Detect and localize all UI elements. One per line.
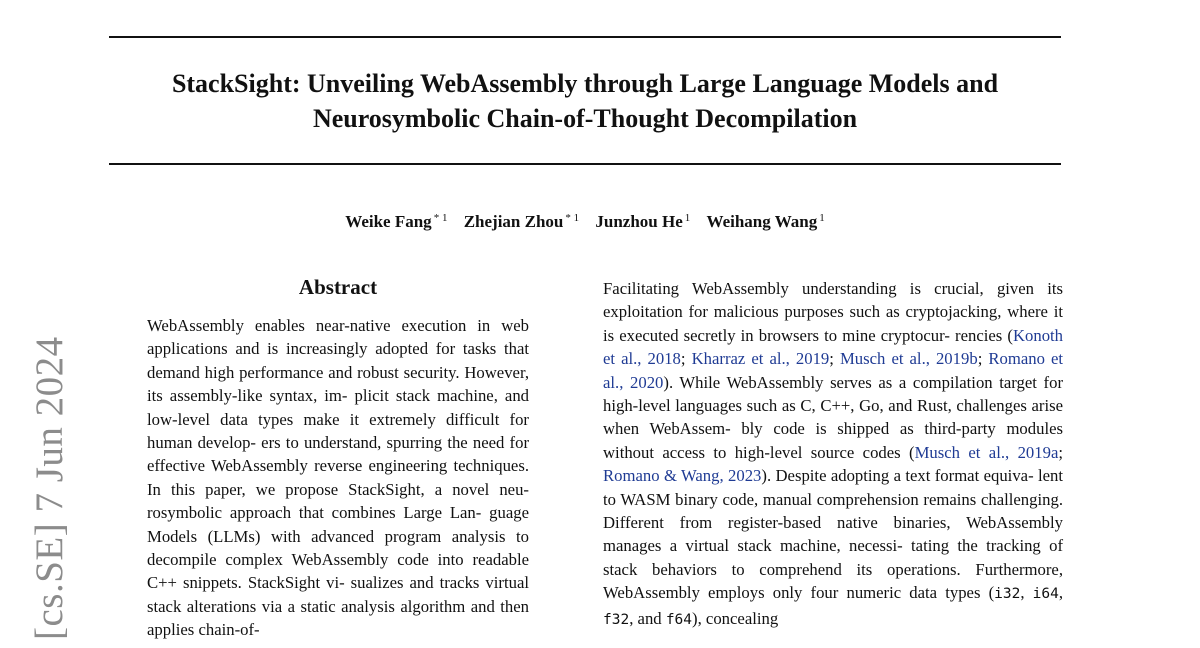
intro-text: , xyxy=(1058,583,1064,603)
author-affiliation: 1 xyxy=(684,212,691,224)
code-type: f64 xyxy=(665,611,693,628)
author: Weihang Wang $^1$ xyxy=(706,212,825,231)
citation-link[interactable]: Romano xyxy=(603,466,660,486)
author-affiliation: * 1 xyxy=(565,212,580,224)
intro-text: ). While WebAssembly xyxy=(663,372,824,392)
author: Weike Fang $^{* 1}$ xyxy=(345,212,448,231)
intro-text: operations. Furthermore, WebAssembly employs only four xyxy=(603,559,1064,603)
intro-text: ). Despite adopting a text format equiva- xyxy=(761,466,1034,486)
intro-text: WebAssembly manages a virtual stack machine, necessi- xyxy=(603,513,1063,556)
abstract-line: WebAssembly enables near-native execution in xyxy=(147,316,491,335)
citation-link[interactable]: & Wang, 2023 xyxy=(663,466,762,486)
intro-text: ; xyxy=(829,349,840,369)
abstract-line: guage Models (LLMs) with advanced program xyxy=(147,503,530,546)
abstract-line: ers to understand, spurring the need for effective xyxy=(147,433,530,476)
author-list xyxy=(109,206,1061,234)
abstract-line: web applications and is increasingly adopted for xyxy=(147,316,529,359)
code-type: i64 xyxy=(1032,586,1059,603)
abstract-line: sualizes and tracks virtual stack alterations via a xyxy=(147,573,529,616)
intro-text: , xyxy=(1020,583,1033,603)
intro-text: numeric data types ( xyxy=(846,583,995,603)
intro-paragraph xyxy=(603,277,1063,632)
paper-title xyxy=(109,66,1061,136)
author: Junzhou He $^1$ xyxy=(595,212,691,231)
abstract-line: analysis to decompile complex WebAssembly xyxy=(147,526,529,570)
intro-text: ; xyxy=(977,349,989,369)
citation-link[interactable]: Musch et al., 2019a xyxy=(914,442,1059,462)
author-affiliation: * 1 xyxy=(433,212,448,224)
code-type: f32 xyxy=(603,611,630,628)
intro-text: , and xyxy=(629,608,666,628)
intro-text: ), concealing xyxy=(692,608,779,628)
author-affiliation: 1 xyxy=(819,212,825,224)
title-line-1: StackSight: Unveiling WebAssembly through Large Language Models and xyxy=(171,69,999,98)
abstract-line: this paper, we propose StackSight, a novel neu- xyxy=(170,479,529,499)
intro-text: to high-level source codes ( xyxy=(713,442,915,462)
abstract-line: security. However, its assembly-like syntax, im- xyxy=(147,362,530,406)
citation-link[interactable]: Kharraz et al., 2019 xyxy=(691,349,830,369)
abstract-body xyxy=(147,314,529,642)
citation-link[interactable]: Musch xyxy=(839,349,886,369)
abstract-line: static analysis algorithm and then applies chain-of- xyxy=(147,596,529,640)
intro-text: as C, C++, Go, and Rust, challenges arise when WebAssem- xyxy=(603,396,1063,439)
intro-text: bly code is shipped as third-party modules without access xyxy=(603,419,1063,462)
abstract-line: tasks that demand high performance and robust xyxy=(147,339,530,382)
intro-text: challenging. Different from register-based native binaries, xyxy=(603,489,1063,533)
abstract-line: plicit stack machine, and low-level data types xyxy=(147,386,530,429)
intro-text: where it is executed secretly in browsers to mine cryptocur- xyxy=(603,302,1064,345)
title-rule-top xyxy=(109,36,1061,38)
arxiv-stamp: [cs.SE] 7 Jun 2024 xyxy=(28,336,71,640)
author: Zhejian Zhou $^{* 1}$ xyxy=(463,212,580,231)
abstract-line: code into readable C++ snippets. StackSight vi- xyxy=(147,550,529,593)
citation-link[interactable]: Romano et al., 2020 xyxy=(603,349,1064,392)
intro-text: serves as a compilation target for high-level languages such xyxy=(603,372,1064,416)
abstract-line: make it extremely difficult for human develop- xyxy=(147,409,529,453)
intro-text: lent to WASM binary code, manual comprehension remains xyxy=(603,466,1064,509)
code-type: i32 xyxy=(994,586,1021,603)
intro-text: ; xyxy=(1058,442,1063,462)
abstract-line: WebAssembly reverse engineering techniques. In xyxy=(147,456,530,499)
title-rule-bottom xyxy=(109,163,1061,165)
intro-text: tating the tracking of stack behaviors to comprehend its xyxy=(603,536,1063,579)
citation-link[interactable]: et al., 2019b xyxy=(891,349,978,369)
intro-text: Facilitating WebAssembly understanding is crucial, given its xyxy=(603,279,1063,298)
citation-link[interactable]: Konoth et al., 2018 xyxy=(603,325,1064,369)
intro-text: rencies ( xyxy=(955,325,1013,345)
title-line-2: Neurosymbolic Chain-of-Thought Decompilation xyxy=(312,104,858,133)
intro-text: exploitation for malicious purposes such as cryptojacking, xyxy=(603,302,1002,322)
intro-text: ; xyxy=(680,349,692,369)
abstract-heading: Abstract xyxy=(298,275,378,299)
abstract-line: rosymbolic approach that combines Large Lan- xyxy=(147,503,482,523)
